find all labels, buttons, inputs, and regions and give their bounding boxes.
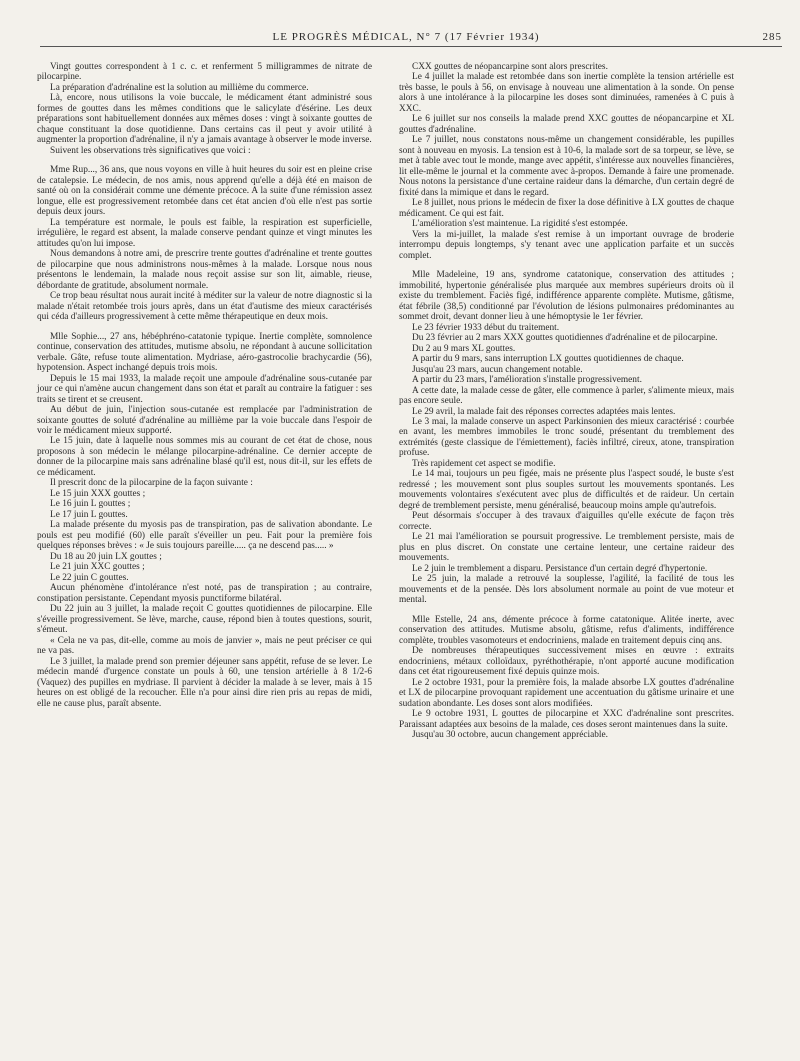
paragraph: Le 3 juillet, la malade prend son premier déjeuner sans appétit, refuse de se lever. Le médecin mandé d'urgence constate un pouls à 60, une tension artérielle à 8 1/2-6 (Vaquez) des pupilles en mydriase. Il parvient à décider la malade à se lever, mais à 15 heures on est obligé de la recoucher. Elle n'a pour ainsi dire rien pris au repas de midi, elle ne cause plus, paraît absente. <box>37 656 372 709</box>
paragraph: Le 14 mai, toujours un peu figée, mais ne présente plus l'aspect soudé, le buste s'est redressé ; les mouvement sont plus souples surtout les mouvements spontanés. Les mouvements volontaires s'exécutent avec plus de difficultés et de raideur. Un certain degré de tremblement persiste, menu généralisé, beaucoup moins ample qu'autrefois. <box>399 469 734 511</box>
paragraph: Le 3 mai, la malade conserve un aspect Parkinsonien des mieux caractérisé : courbée en avant, les membres immobiles le tronc soudé, présentant du tremblement des extrémités (geste classique de l'émiettement), faciès infiltré, cireux, atone, transpiration profuse. <box>399 416 734 459</box>
paragraph: La préparation d'adrénaline est la solution au millième du commerce. <box>50 82 309 93</box>
paragraph: Ce trop beau résultat nous aurait incité à méditer sur la valeur de notre diagnostic si la malade n'était retombée trois jours après, dans un état d'autisme des mieux caractérisés qui céda d'ailleurs progressivement à cette même thérapeutique en deux mois. <box>37 291 372 323</box>
paragraph: Suivent les observations très significatives que voici : <box>50 145 251 156</box>
paragraph: Le 9 octobre 1931, L gouttes de pilocarpine et XXC d'adrénaline sont prescrites. Paraissant adaptées aux besoins de la malade, ces doses seront maintenues dans la suite. <box>399 709 734 730</box>
paragraph: Le 6 juillet sur nos conseils la malade prend XXC gouttes de néopancarpine et XL gouttes d'adrénaline. <box>399 114 734 135</box>
paragraph: Mme Rup..., 36 ans, que nous voyons en ville à huit heures du soir est en pleine crise de catalepsie. Le médecin, de nos amis, nous apprend qu'elle a déjà été en maison de santé où on la considérait comme une démente précoce. A la suite d'une rémission assez longue, elle est progressivement retombée dans cet état ancien d'où elle n'est pas sortie depuis deux jours. <box>37 165 372 218</box>
header-rule <box>40 46 782 47</box>
paragraph: CXX gouttes de néopancarpine sont alors prescrites. <box>412 62 608 72</box>
left-column <box>37 62 372 709</box>
paragraph: Vingt gouttes correspondent à 1 c. c. et renferment 5 milligrammes de nitrate de pilocarpine. <box>37 62 372 83</box>
paragraph: Le 17 juin L gouttes. <box>50 509 128 520</box>
paragraph: Le 21 mai l'amélioration se poursuit progressive. Le tremblement persiste, mais de plus en plus discret. On constate une certaine lenteur, une certaine raideur des mouvements. <box>399 532 734 564</box>
paragraph: Du 23 février au 2 mars XXX gouttes quotidiennes d'adrénaline et de pilocarpine. <box>412 333 718 344</box>
paragraph: Mlle Madeleine, 19 ans, syndrome catatonique, conservation des attitudes ; immobilité, hypertonie généralisée plus marquée aux membres supérieurs droits où il existe du tremblement. Faciès figé, indifférence apparente complète. Mutisme, gâtisme, état fébrile (38,5) conditionné par l'évolution de lésions pulmonaires prédominantes au sommet droit, devant donner lieu à une hémoptysie le 1er février. <box>399 270 734 323</box>
page-number: 285 <box>762 31 782 43</box>
paragraph: Au début de juin, l'injection sous-cutanée est remplacée par l'administration de soixante gouttes de soluté d'adrénaline au millième par la voie buccale dans l'espoir de voir le médicament mieux supporté. <box>37 405 372 436</box>
paragraph: Le 7 juillet, nous constatons nous-même un changement considérable, les pupilles sont à nouveau en myosis. La tension est à 10-6, la malade sort de sa torpeur, se lève, se met à table avec tout le monde, mange avec appétit, s'intéresse aux nouvelles financières, lit elle-même le journal et la commente avec à-propos. Demande à faire une promenade. Nous notons la persistance d'une certaine raideur dans la démarche, d'un certain degré de fixité dans la mimique et dans le regard. <box>399 135 734 198</box>
paragraph: L'amélioration s'est maintenue. La rigidité s'est estompée. <box>412 219 628 230</box>
paragraph: Il prescrit donc de la pilocarpine de la façon suivante : <box>50 478 253 489</box>
paragraph: Le 2 octobre 1931, pour la première fois, la malade absorbe LX gouttes d'adrénaline et LX de pilocarpine provoquant rapidement une accentuation du gâtisme urinaire et une sudation abondante. Les doses sont alors modifiées. <box>399 677 734 709</box>
paragraph: Le 21 juin XXC gouttes ; <box>50 562 145 573</box>
paragraph: Jusqu'au 23 mars, aucun changement notable. <box>412 364 583 375</box>
paragraph: Du 22 juin au 3 juillet, la malade reçoit C gouttes quotidiennes de pilocarpine. Elle s'éveille progressivement. Se lève, marche, cause, répond bien à toutes questions, sourit, s'émeut. <box>37 604 372 636</box>
paragraph: Jusqu'au 30 octobre, aucun changement appréciable. <box>412 730 609 741</box>
paragraph: Depuis le 15 mai 1933, la malade reçoit une ampoule d'adrénaline sous-cutanée par jour ce qui n'amène aucun changement dans son état et paraît au contraire la fatiguer : ses traits se tirent et se creusent. <box>37 373 372 405</box>
paragraph: Mlle Sophie..., 27 ans, hébéphréno-catatonie typique. Inertie complète, somnolence continue, conservation des attitudes, mutisme absolu, ne répondant à aucune sollicitation verbale. Gâte, refuse toute alimentation. Mydriase, aéro-gastrocolie brachycardie (56), hypotension. Aspect inchangé depuis trois mois. <box>37 331 372 374</box>
paragraph: Le 23 février 1933 début du traitement. <box>412 322 560 333</box>
paragraph: Le 4 juillet la malade est retombée dans son inertie complète la tension artérielle est très basse, le pouls à 56, on envisage à nouveau une alimentation à la sonde. On pense alors à une intolérance à la pilocarpine les doses sont diminuées, ramenées à C puis à XXC. <box>399 72 734 114</box>
paragraph: Le 8 juillet, nous prions le médecin de fixer la dose définitive à LX gouttes de chaque médicament. Ce qui est fait. <box>399 198 734 219</box>
paragraph: La malade présente du myosis pas de transpiration, pas de salivation abondante. Le pouls est peu modifié (60) elle paraît s'éveiller un peu. Fait pour la première fois quelques réponses brèves : « Je suis toujours pareille..... ça ne descend pas..... » <box>37 520 372 552</box>
paragraph: Le 15 juin, date à laquelle nous sommes mis au courant de cet état de chose, nous proposons à son médecin le mélange pilocarpine-adrénaline. Ce dernier accepte de donner de la pilocarpine mais sans adrénaline blasé qu'il est, nous dit-il, sur les effets de ce médicament. <box>37 436 372 478</box>
paragraph: « Cela ne va pas, dit-elle, comme au mois de janvier », mais ne peut préciser ce qui ne va pas. <box>37 635 372 657</box>
paragraph: Du 2 au 9 mars XL gouttes. <box>412 343 516 354</box>
paragraph: Le 29 avril, la malade fait des réponses correctes adaptées mais lentes. <box>412 406 676 417</box>
paragraph: Mlle Estelle, 24 ans, démente précoce à forme catatonique. Alitée inerte, avec conservation des attitudes. Mutisme absolu, gâtisme, refus d'aliments, indifférence complète, troubles vasomoteurs et endocriniens, malade en traitement depuis cinq ans. <box>399 614 734 646</box>
paragraph: A partir du 9 mars, sans interruption LX gouttes quotidiennes de chaque. <box>412 354 684 365</box>
paragraph: Vers la mi-juillet, la malade s'est remise à un important ouvrage de broderie interrompu depuis longtemps, s'y tenant avec une application parfaite et un succès complet. <box>399 229 734 261</box>
journal-title: LE PROGRÈS MÉDICAL, N° 7 (17 Février 1934) <box>272 31 540 43</box>
paragraph: Aucun phénomène d'intolérance n'est noté, pas de transpiration ; au contraire, constipation persistante. Cependant myosis punctiforme bilatéral. <box>37 583 372 604</box>
paragraph: A partir du 23 mars, l'amélioration s'installe progressivement. <box>412 375 642 386</box>
paragraph: Le 16 juin L gouttes ; <box>50 499 131 510</box>
paragraph: Le 15 juin XXX gouttes ; <box>50 488 146 499</box>
paragraph: Très rapidement cet aspect se modifie. <box>412 458 556 469</box>
right-column <box>399 62 734 741</box>
paragraph: Nous demandons à notre ami, de prescrire trente gouttes d'adrénaline et trente gouttes de pilocarpine que nous administrons nous-mêmes à la malade. Lorsque nous nous présentons le lendemain, la malade nous reçoit assise sur son lit, aimable, rieuse, débordante de gratitude, absolument normale. <box>37 249 372 291</box>
paragraph: Du 18 au 20 juin LX gouttes ; <box>50 551 162 562</box>
paragraph: Le 25 juin, la malade a retrouvé la souplesse, l'agilité, la facilité de tous les mouvements et de la pensée. Dès lors absolument normale au point de vue moteur et mental. <box>399 574 734 606</box>
paragraph: A cette date, la malade cesse de gâter, elle commence à parler, s'alimente mieux, mais pas encore seule. <box>399 385 734 407</box>
paragraph: Le 2 juin le tremblement a disparu. Persistance d'un certain degré d'hypertonie. <box>412 563 708 574</box>
paragraph: La température est normale, le pouls est faible, la respiration est superficielle, irrégulière, le regard est absent, la malade conserve pendant quinze et vingt minutes les attitudes qu'on lui impose. <box>37 217 372 249</box>
paragraph: Le 22 juin C gouttes. <box>50 572 129 583</box>
paragraph: Peut désormais s'occuper à des travaux d'aiguilles qu'elle exécute de façon très correcte. <box>399 511 734 532</box>
paragraph: Là, encore, nous utilisons la voie buccale, le médicament étant administré sous formes de gouttes dans les mêmes conditions que le salicylate d'ésérine. Les deux préparations sont habituellement données aux mêmes doses : vingt à soixante gouttes de chaque constituant la dose quotidienne. Dans certains cas il peut y avoir utilité à augmenter la proportion d'adrénaline, il n'y a jamais avantage à observer le mode inverse. <box>37 93 372 146</box>
running-header <box>30 31 782 47</box>
paragraph: De nombreuses thérapeutiques successivement mises en œuvre : extraits endocriniens, métaux colloïdaux, pyréthothérapie, n'ont apporté aucune modification dans cet état rigoureusement fixé depuis quinze mois. <box>399 646 734 678</box>
